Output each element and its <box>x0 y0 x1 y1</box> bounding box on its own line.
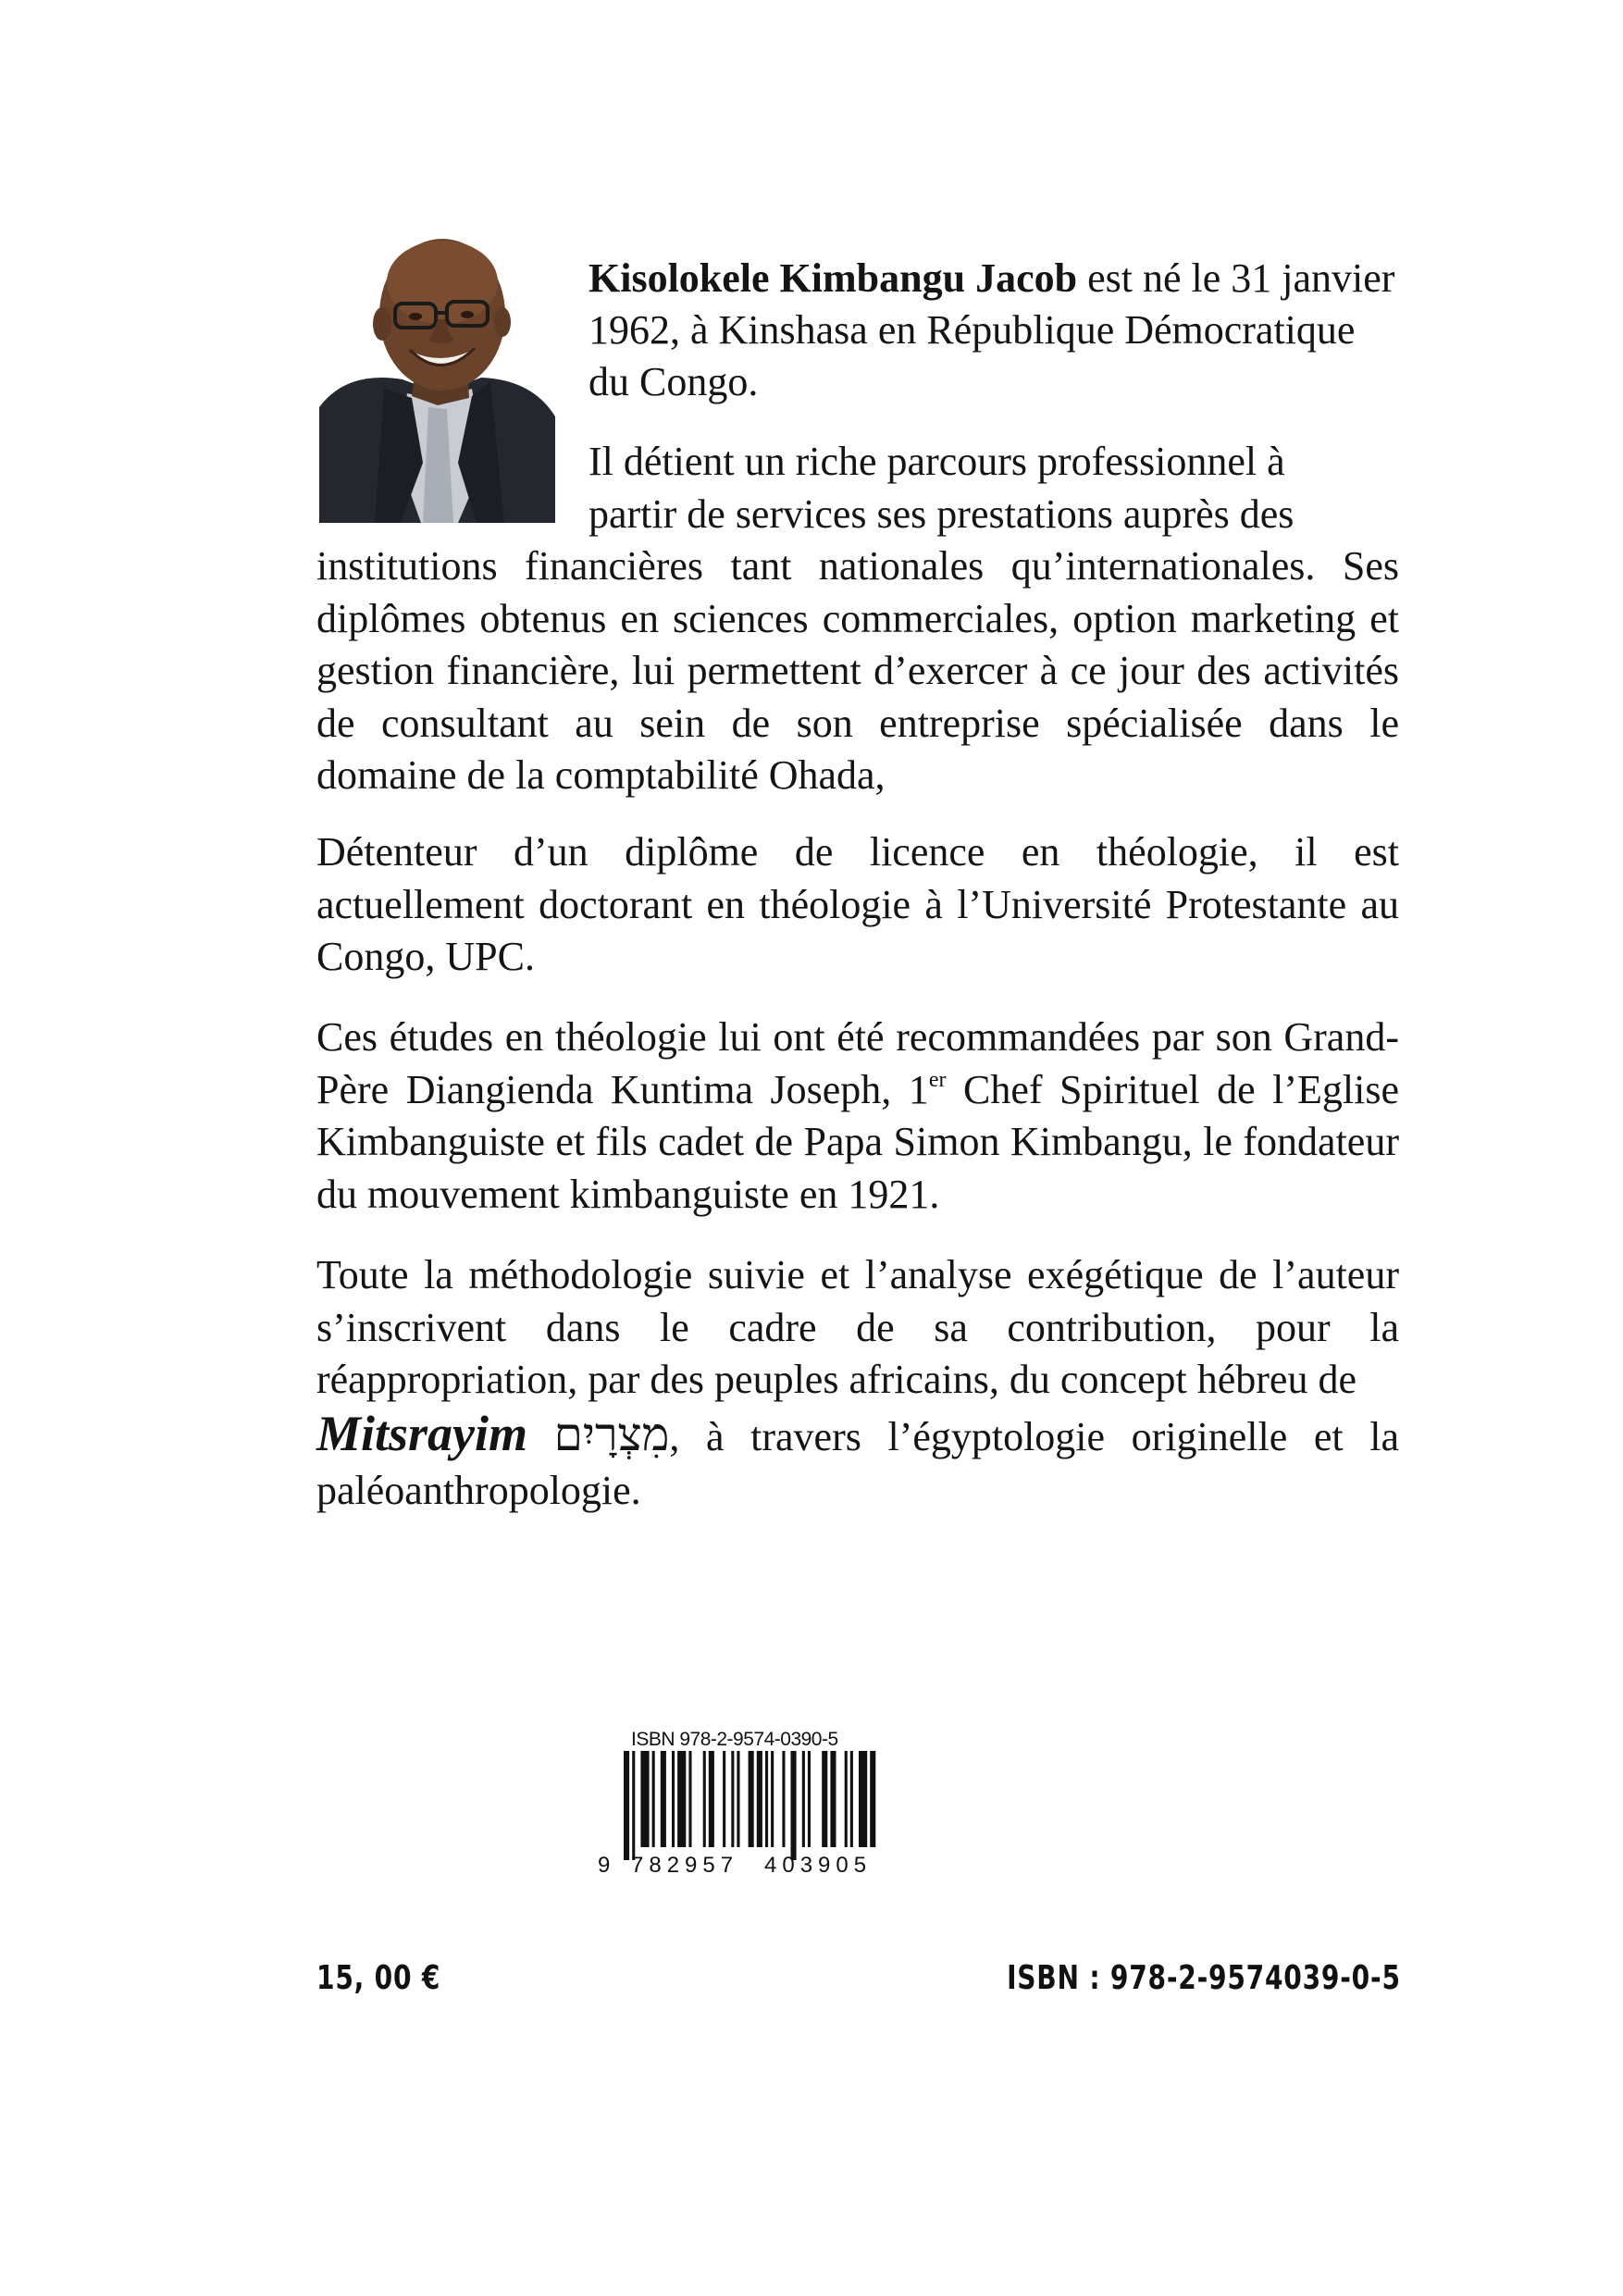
paragraph-methodology <box>316 1249 1399 1407</box>
barcode-digit-first: 9 <box>598 1853 611 1878</box>
barcode-bar <box>703 1751 706 1847</box>
barcode-bar <box>688 1751 691 1847</box>
barcode-bar <box>870 1751 875 1847</box>
barcode-bar <box>771 1751 774 1847</box>
author-intro-rest: est né le 31 janvier 1962, à Kinshasa en République Démocratique du Congo. <box>588 255 1395 404</box>
barcode-digits-right: 403905 <box>764 1853 873 1878</box>
paragraph-theology-degree <box>316 826 1399 984</box>
barcode-bar <box>765 1751 768 1847</box>
paragraph-career <box>316 436 1399 802</box>
barcode-bar <box>845 1751 848 1847</box>
barcode-bar <box>731 1751 734 1847</box>
barcode-bar <box>652 1751 655 1847</box>
barcode-bar <box>672 1751 675 1847</box>
barcode-bar <box>624 1751 629 1860</box>
paragraph-career-line1: Il détient un riche parcours professionnel à <box>588 439 1285 484</box>
barcode-bar <box>661 1751 666 1847</box>
barcode-bar <box>737 1751 739 1847</box>
barcode-bar <box>640 1751 649 1847</box>
mitsrayim-hebrew: מִצְרָיִם <box>553 1408 670 1461</box>
paragraph-theology-studies-part1: Ces études en théologie lui ont été recommandées par son Grand-Père Diangienda Kuntima Joseph, 1 <box>316 1014 1399 1112</box>
barcode-isbn-label: ISBN 978-2-9574-0390-5 <box>631 1729 838 1750</box>
paragraph-theology-studies <box>316 1011 1399 1221</box>
barcode-bar <box>822 1751 827 1847</box>
paragraph-mitsrayim <box>316 1407 1399 1518</box>
paragraph-mitsrayim-rest: , à travers l’égyptologie originelle et la paléoanthropologie. <box>316 1414 1400 1513</box>
barcode-bar <box>709 1751 714 1847</box>
paragraph-theology-degree-text: Détenteur d’un diplôme de licence en théologie, il est actuellement doctorant en théologie à l’Université Protestante au Congo, UPC. <box>316 829 1399 979</box>
price-label: 15, 00 € <box>316 1959 441 1997</box>
barcode-bar <box>749 1751 754 1847</box>
barcode-bar <box>808 1751 811 1847</box>
barcode-bar <box>757 1751 762 1847</box>
barcode-bar <box>830 1751 836 1847</box>
barcode-bar <box>859 1751 867 1847</box>
barcode-bar <box>723 1751 725 1847</box>
author-intro <box>588 253 1399 408</box>
isbn-barcode <box>598 1729 885 1886</box>
paragraph-methodology-text: Toute la méthodologie suivie et l’analyse exégétique de l’auteur s’inscrivent dans le cadre de sa contribution, pour la réappropriation, par des peuples africains, du concept hébreu de <box>316 1252 1399 1402</box>
barcode-bar <box>632 1751 635 1860</box>
barcode-bar <box>802 1751 805 1847</box>
barcode-bar <box>782 1751 785 1847</box>
paragraph-theology-studies-part2: Chef Spirituel de l’Eglise Kimbanguiste et fils cadet de Papa Simon Kimbangu, le fondateur du mouvement kimbanguiste en 1921. <box>316 1066 1399 1217</box>
paragraph-career-rest: institutions financières tant nationales qu’internationales. Ses diplômes obtenus en sciences commerciales, option marketing et gestion financière, lui permettent d’exercer à ce jour des activités de consultant au sein de son entreprise spécialisée dans le domaine de la comptabilité Ohada, <box>316 543 1399 798</box>
superscript-er: er <box>928 1067 947 1092</box>
barcode-bars <box>598 1751 885 1860</box>
barcode-bar <box>850 1751 853 1847</box>
mitsrayim-term: Mitsrayim <box>316 1406 528 1461</box>
barcode-bar <box>791 1751 797 1860</box>
paragraph-career-line2: partir de services ses prestations auprès des <box>588 490 1295 537</box>
author-name: Kisolokele Kimbangu Jacob <box>588 255 1078 301</box>
barcode-digits-left: 782957 <box>631 1853 739 1878</box>
barcode-bar <box>677 1751 686 1847</box>
isbn-footer-label: ISBN : 978-2-9574039-0-5 <box>1007 1959 1401 1997</box>
